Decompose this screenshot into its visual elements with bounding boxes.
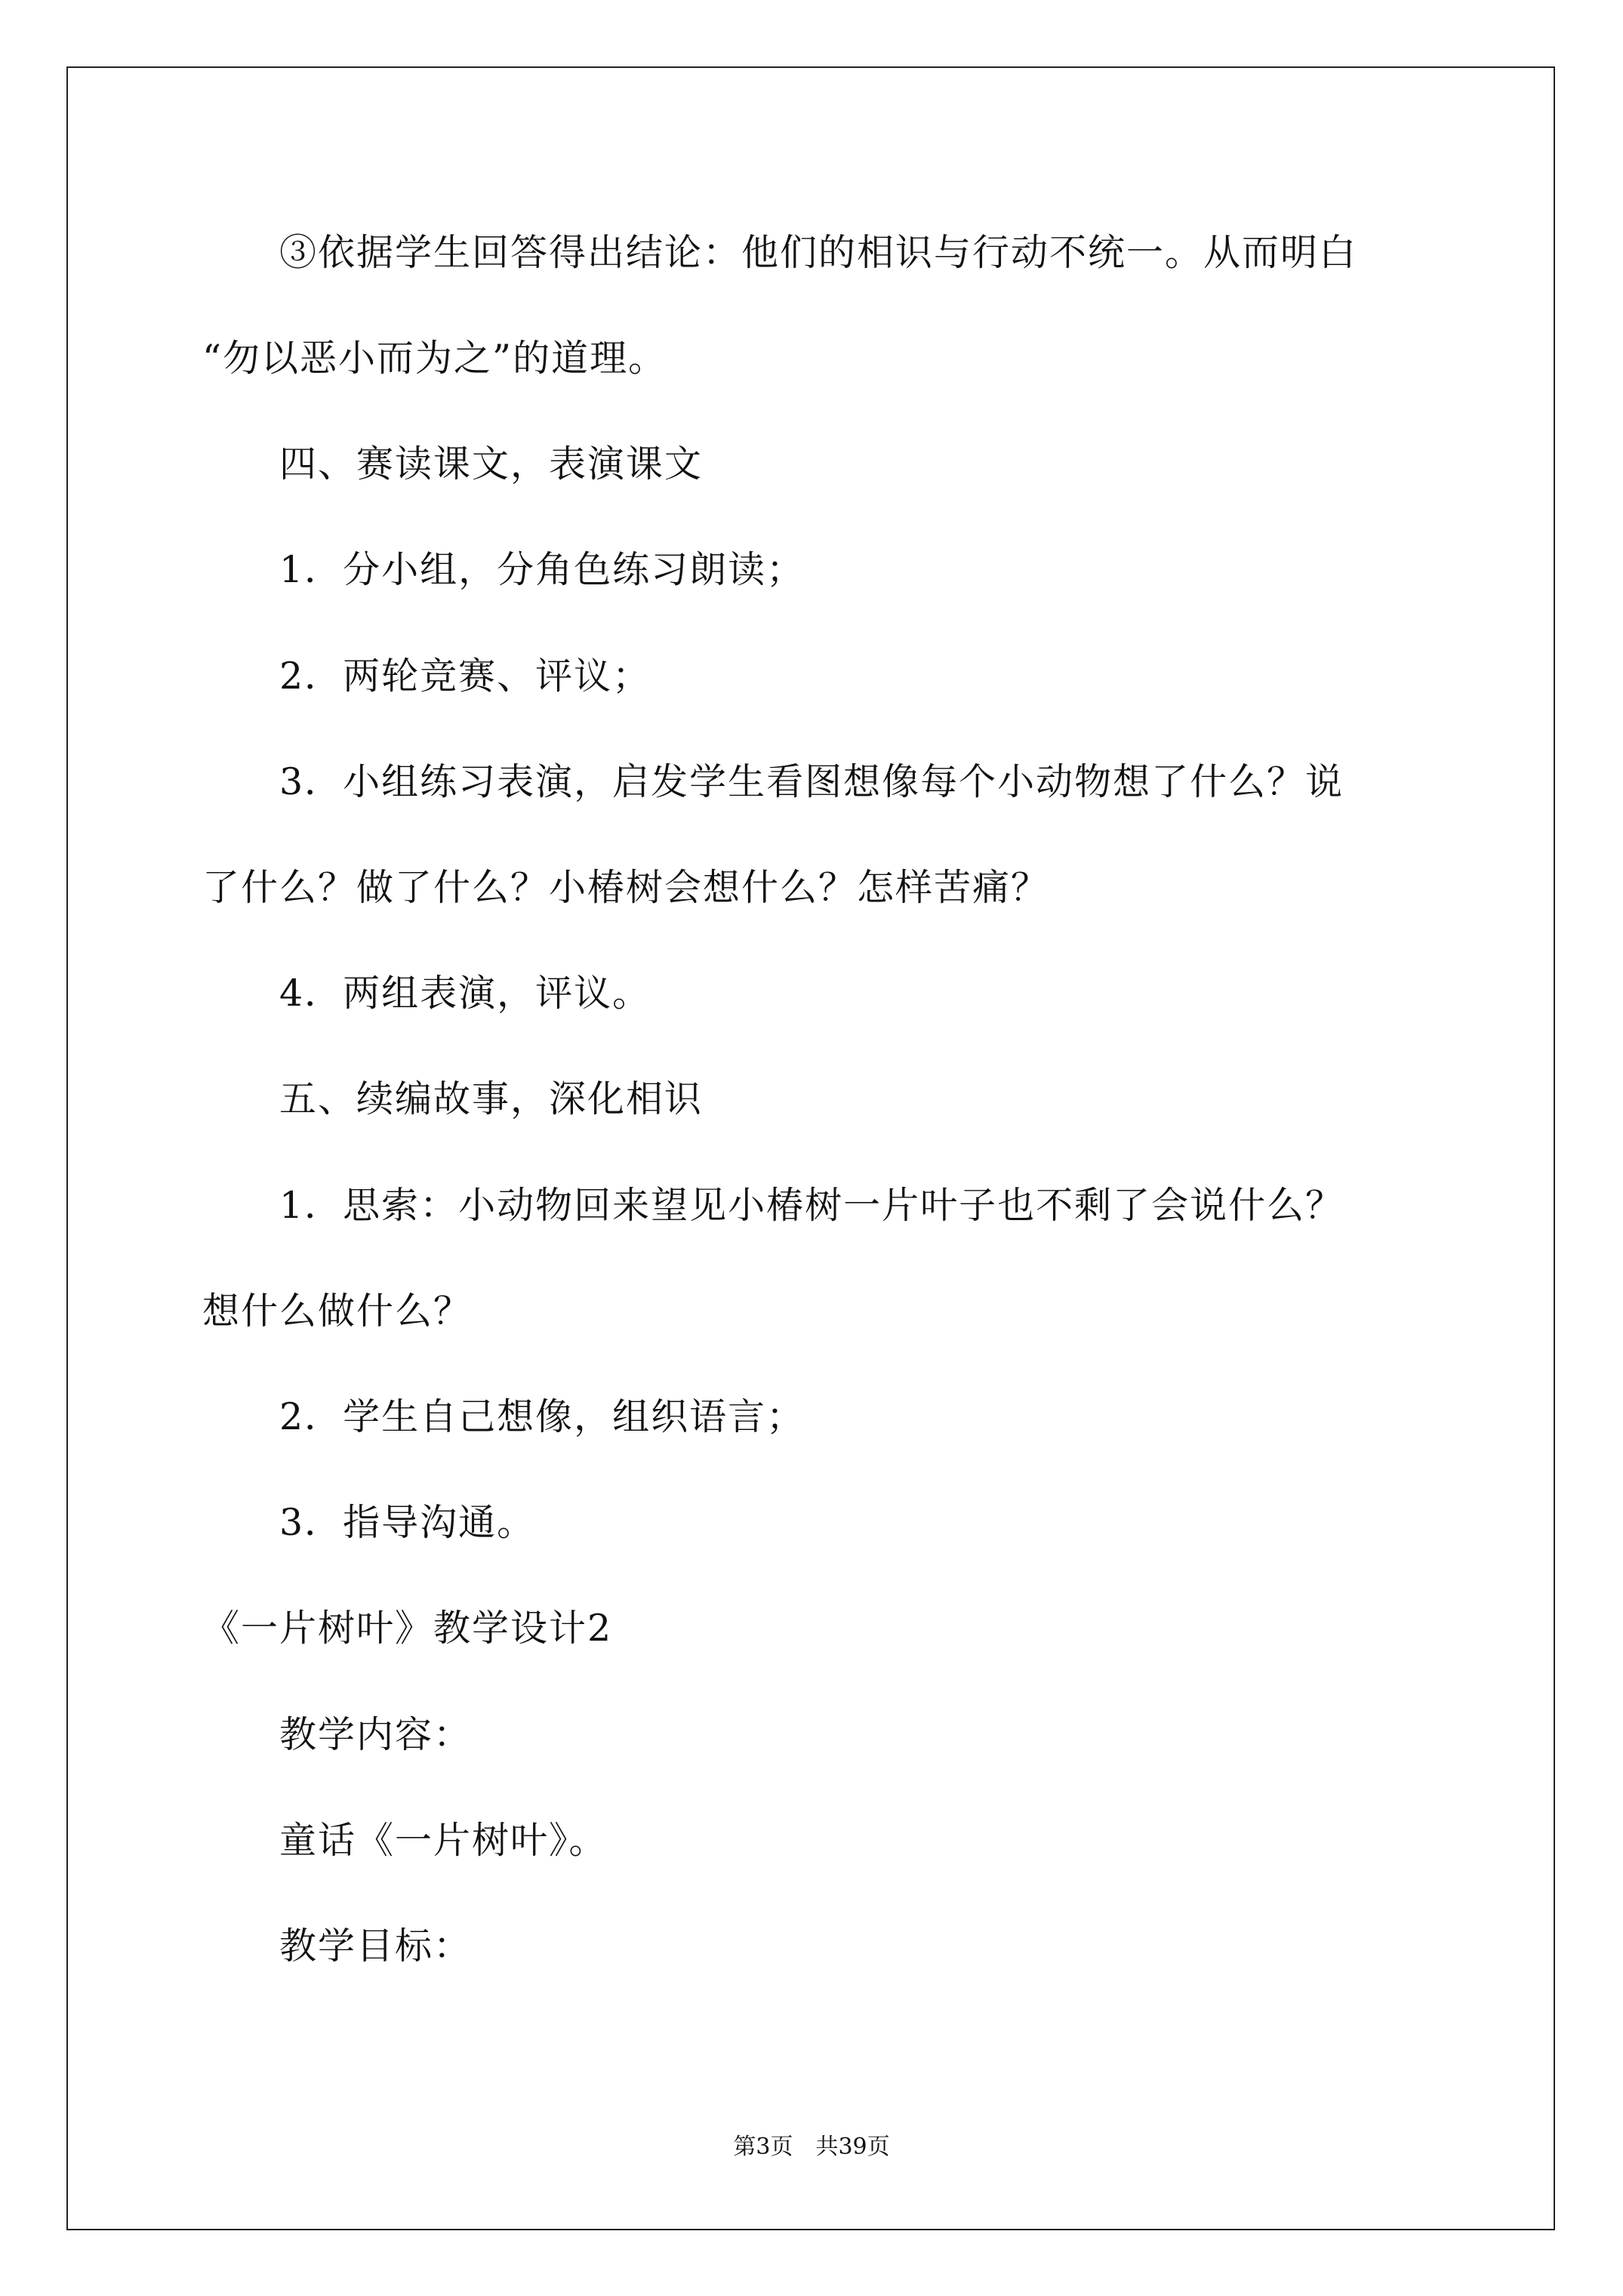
list-item: 3．小组练习表演，启发学生看图想像每个小动物想了什么？说 xyxy=(279,760,1344,803)
paragraph-teaching-content: 童话《一片树叶》。 xyxy=(279,1819,608,1862)
document-title: 《一片树叶》教学设计2 xyxy=(202,1607,613,1650)
page-border xyxy=(66,66,1555,2230)
page-number: 第3页 共39页 xyxy=(733,2134,890,2160)
list-item: 1．分小组，分角色练习朗读； xyxy=(279,548,805,591)
section-heading-4: 四、赛读课文，表演课文 xyxy=(279,442,704,485)
heading-teaching-content: 教学内容： xyxy=(279,1713,473,1756)
paragraph-conclusion-continued: “勿以恶小而为之”的道理。 xyxy=(202,337,667,380)
list-item: 1．思索：小动物回来望见小椿树一片叶子也不剩了会说什么？ xyxy=(279,1184,1344,1227)
list-item-continued: 了什么？做了什么？小椿树会想什么？怎样苦痛？ xyxy=(202,866,1050,909)
list-item: 3．指导沟通。 xyxy=(279,1501,536,1544)
list-item: 4．两组表演，评议。 xyxy=(279,972,651,1015)
list-item: 2．两轮竞赛、评议； xyxy=(279,655,651,698)
list-item-continued: 想什么做什么？ xyxy=(202,1290,473,1333)
paragraph-conclusion: ③依据学生回答得出结论：他们的相识与行动不统一。从而明白 xyxy=(279,231,1358,274)
heading-teaching-goals: 教学目标： xyxy=(279,1925,473,1968)
section-heading-5: 五、续编故事，深化相识 xyxy=(279,1077,704,1120)
list-item: 2．学生自己想像，组织语言； xyxy=(279,1395,805,1438)
